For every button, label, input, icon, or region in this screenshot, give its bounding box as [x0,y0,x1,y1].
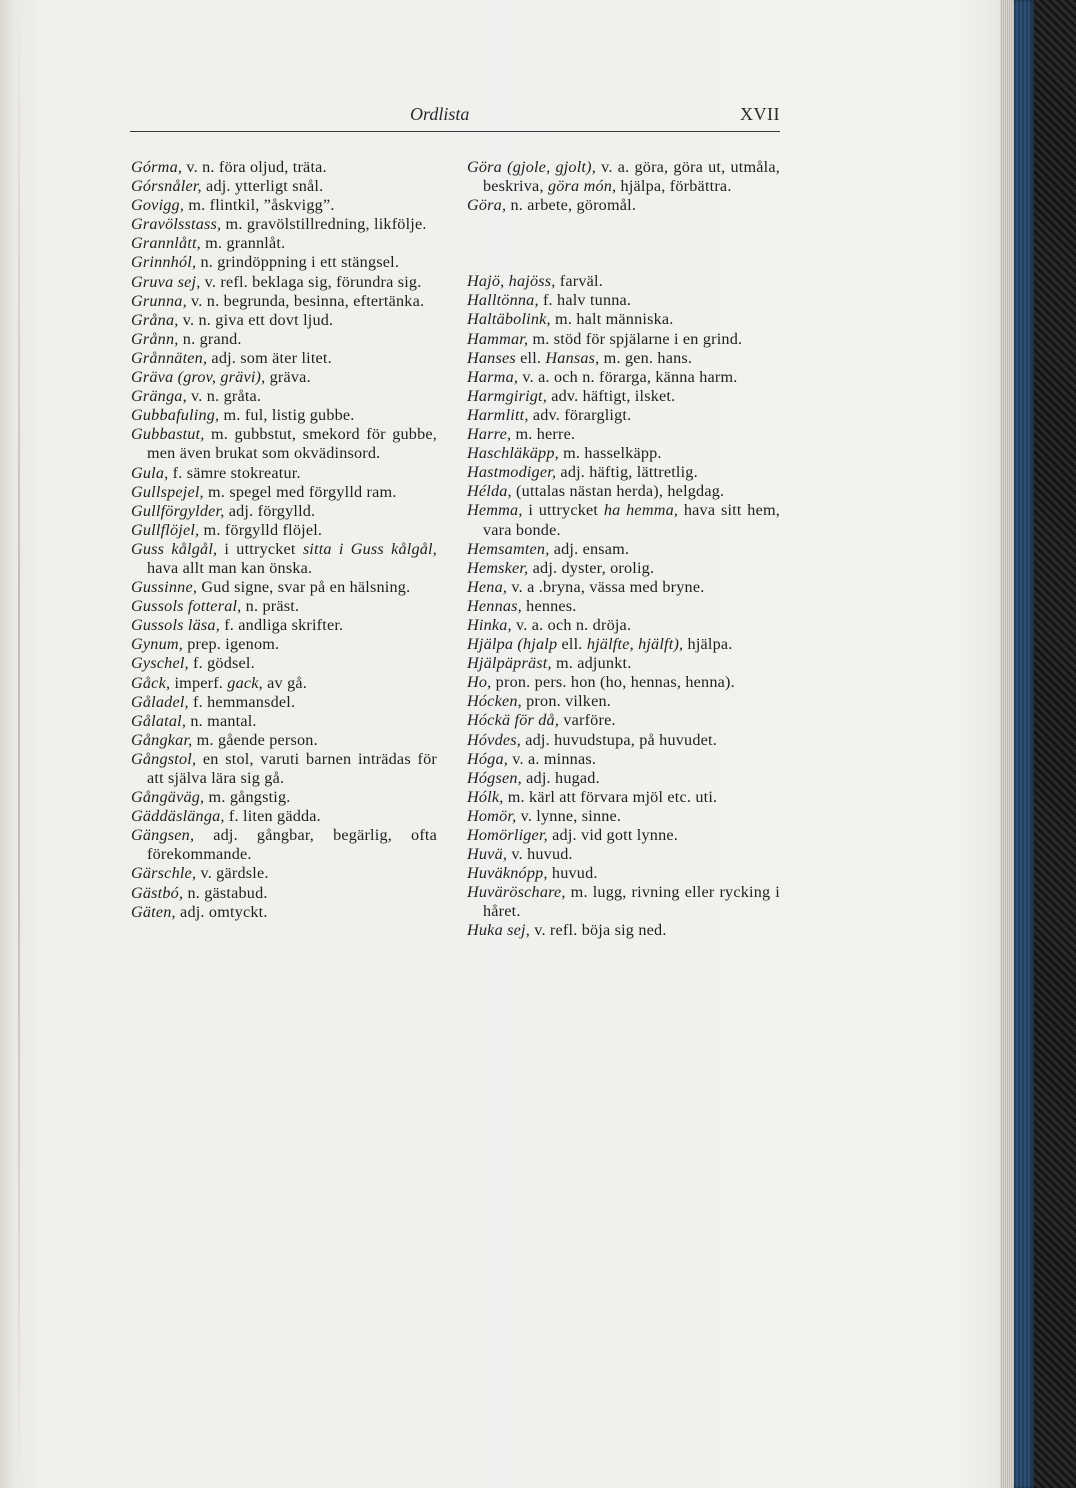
headword: Gullspejel, [131,482,204,501]
headword: Hennas, [467,596,522,615]
definition: varföre. [559,711,616,730]
headword: Harmgirigt, [467,386,547,405]
headword: Huväknópp, [467,864,548,883]
glossary-entry [131,712,437,731]
headword: Hena, [467,577,508,596]
glossary-entry [131,693,437,712]
definition: m. hasselkäpp. [558,444,662,463]
headword: Gångäväg, [131,788,205,807]
definition: adj. omtyckt. [175,902,268,921]
definition: f. gödsel. [188,654,255,673]
headword: Hanses [467,348,516,367]
definition: v. a. och n. dröja. [511,615,632,634]
definition: adv. häftigt, ilsket. [547,386,676,405]
definition: hjälpa, förbättra. [616,177,732,196]
glossary-entry [467,463,780,482]
headword: Harmlitt, [467,405,529,424]
headword: Gubbastut, [131,425,205,444]
definition: m. gubbstut, smekord för gubbe, men även brukat som okvädinsord. [147,425,437,463]
definition: m. flintkil, ”åskvigg”. [184,196,335,215]
definition: ell. [557,635,587,654]
definition: adj. huvudstupa, på huvudet. [521,730,717,749]
glossary-entry [131,731,437,750]
glossary-entry [467,845,780,864]
headword: Govigg, [131,196,185,215]
headword: Homör, [467,806,517,825]
headword: Gålatal, [131,711,187,730]
glossary-entry [131,273,437,292]
headword: Ho, [467,673,492,692]
headword: Gynum, [131,635,183,654]
headword: gack, [227,673,263,692]
glossary-entry [131,406,437,425]
definition: n. grindöppning i ett stängsel. [196,253,400,272]
headword: Hansas, [545,348,600,367]
definition: farväl. [555,272,603,291]
headword: Huvä, [467,845,508,864]
headword: Gränga, [131,387,187,406]
definition: adj. förgylld. [224,501,316,520]
glossary-entry [131,253,437,272]
definition: v. a. göra, göra ut, utmåla, beskriva, [483,158,780,196]
headword: Gussols fotteral, [131,597,242,616]
definition: adj. ensam. [549,539,630,558]
right-column [467,158,780,941]
headword: Hinka, [467,615,512,634]
glossary-entry [131,884,437,903]
headword: Guss kålgål, [131,539,218,558]
section-gap [467,215,780,272]
definition: v. n. giva ett dovt ljud. [178,310,334,329]
headword: Gångkar, [131,730,193,749]
definition: n. präst. [241,597,300,616]
headword: Hógsen, [467,768,522,787]
definition: m. gående person. [192,730,318,749]
headword: Gängsen, [131,826,195,845]
headword: Gula, [131,463,169,482]
headword: Gubbafuling, [131,406,220,425]
definition: adj. som äter litet. [207,348,332,367]
definition: m. förgylld flöjel. [199,520,323,539]
glossary-entry [467,291,780,310]
glossary-entry [467,616,780,635]
glossary-entry [131,616,437,635]
right-column-h-section [467,272,780,940]
glossary-entry [467,692,780,711]
headword: Gråna, [131,310,179,329]
definition: n. grand. [178,329,242,348]
glossary-entry [467,807,780,826]
glossary-entry [131,464,437,483]
definition: v. lynne, sinne. [516,806,622,825]
definition: v. a .bryna, vässa med bryne. [507,577,705,596]
definition: v. n. gråta. [186,387,262,406]
definition: n. gästabud. [183,883,268,902]
glossary-entry [467,482,780,501]
glossary-entry [467,883,780,921]
glossary-entry [131,826,437,864]
definition: f. andliga skrifter. [219,616,344,635]
glossary-entry [467,788,780,807]
definition: Gud signe, svar på en hälsning. [197,578,411,597]
headword: Grannlått, [131,234,201,253]
glossary-entry [131,654,437,673]
glossary-entry [467,368,780,387]
headword: Hastmodiger, [467,463,557,482]
glossary-entry [467,406,780,425]
definition: m. lugg, rivning eller rycking i håret. [483,883,780,921]
definition: pron. vilken. [521,692,612,711]
glossary-entry [467,635,780,654]
glossary-entry [467,921,780,940]
headword: sitta i Guss kålgål, [302,539,437,558]
headword: Gåladel, [131,692,189,711]
glossary-entry [467,731,780,750]
definition: adj. häftig, lättretlig. [556,463,698,482]
headword: Gyschel, [131,654,189,673]
glossary-entry [467,559,780,578]
definition: av gå. [262,673,308,692]
headword: Hélda, [467,482,512,501]
headword: Hemsker, [467,558,529,577]
glossary-entry [131,903,437,922]
glossary-entry [467,425,780,444]
definition: adj. vid gott lynne. [547,826,678,844]
definition: adj. hugad. [521,768,600,787]
glossary-entry [131,864,437,883]
definition: huvud. [547,864,598,883]
glossary-entry [467,597,780,616]
headword: Gussinne, [131,578,198,597]
glossary-entry [131,215,437,234]
headword: Harre, [467,425,512,444]
definition: adj. ytterligt snål. [201,177,324,196]
headword: hjälfte, hjälft), [586,635,684,654]
definition: imperf. [170,673,228,692]
glossary-entry [131,483,437,502]
glossary-entry [131,234,437,253]
headword: Homörliger, [467,826,548,844]
headword: Gussols läsa, [131,616,220,635]
definition: m. gångstig. [204,788,291,807]
headword: Górsnåler, [131,177,202,196]
definition: adj. gångbar, begärlig, ofta förekommande. [147,826,437,864]
glossary-entry [131,674,437,693]
headword: Hajö, hajöss, [467,272,556,291]
headword: Göra (gjole, gjolt), [467,158,596,176]
glossary-entry [467,387,780,406]
running-title: Ordlista [410,104,470,124]
glossary-entry [467,444,780,463]
glossary-entry [467,310,780,329]
right-column-g-section [467,158,780,215]
definition: m. grannlåt. [200,234,286,253]
headword: Gäddäslänga, [131,807,225,826]
glossary-entry [131,368,437,387]
glossary-entry [467,750,780,769]
definition: m. adjunkt. [551,654,632,673]
glossary-entry [467,501,780,539]
glossary-entry [131,540,437,578]
definition: m. spegel med förgylld ram. [203,482,397,501]
headword: Hóckä för då, [467,711,560,730]
definition: f. sämre stokreatur. [168,463,301,482]
headword: Gångstol, [131,749,197,768]
definition: (uttalas nästan herda), helgdag. [511,482,725,501]
definition: i uttrycket [217,539,303,558]
gutter-shadow [18,0,20,1488]
headword: Grunna, [131,291,187,310]
definition: f. hemmansdel. [188,692,296,711]
headword: Gullflöjel, [131,520,200,539]
glossary-entry [467,864,780,883]
headword: Grånn, [131,329,179,348]
glossary-entry [131,521,437,540]
headword: Hemma, [467,501,523,520]
glossary-entry [467,578,780,597]
definition: v. a. minnas. [508,749,597,768]
glossary-entry [131,750,437,788]
glossary-entry [131,158,437,177]
glossary-entry [467,769,780,788]
glossary-entry [131,387,437,406]
definition: v. refl. beklaga sig, förundra sig. [200,272,422,291]
glossary-entry [131,425,437,463]
glossary-entry [467,673,780,692]
definition: n. arbete, göromål. [506,196,637,215]
glossary-entry [467,540,780,559]
definition: prep. igenom. [183,635,280,654]
definition: v. n. föra oljud, träta. [182,158,327,176]
definition: m. stöd för spjälarne i en grind. [528,329,743,348]
definition: v. huvud. [507,845,573,864]
glossary-entry [467,654,780,673]
headword: Haltäbolink, [467,310,551,329]
headword: Gästbó, [131,883,184,902]
glossary-entry [131,349,437,368]
headword: Harma, [467,367,519,386]
headword: Gräva (grov, grävi), [131,368,266,387]
header-rule [130,131,780,132]
definition: f. liten gädda. [224,807,321,826]
headword: Hjälpäpräst, [467,654,552,673]
running-header [130,104,780,130]
glossary-entry [467,272,780,291]
definition: m. gen. hans. [599,348,693,367]
headword: Gäten, [131,902,176,921]
glossary-entry [131,788,437,807]
definition: m. halt människa. [550,310,674,329]
glossary-entry [467,196,780,215]
headword: Hócken, [467,692,522,711]
glossary-entry [131,177,437,196]
glossary-entry [467,349,780,368]
headword: Halltönna, [467,291,539,310]
definition: adv. förargligt. [528,405,632,424]
definition: adj. dyster, orolig. [528,558,655,577]
definition: hennes. [521,596,577,615]
glossary-entry [131,502,437,521]
glossary-entry [131,292,437,311]
glossary-entry [131,807,437,826]
headword: Hammar, [467,329,529,348]
definition: m. kärl att förvara mjöl etc. uti. [503,787,718,806]
definition: hjälpa. [683,635,733,654]
definition: ell. [515,348,546,367]
headword: Huka sej, [467,921,530,940]
headword: Gruva sej, [131,272,201,291]
definition: pron. pers. hon (ho, hennas, henna). [491,673,735,692]
definition: v. gärdsle. [196,864,269,883]
headword: Grånnäten, [131,348,208,367]
headword: Górma, [131,158,183,176]
headword: Grinnhól, [131,253,197,272]
page-number: XVII [740,104,780,124]
headword: Huväröschare, [467,883,566,902]
headword: Hjälpa (hjalp [467,635,558,654]
definition: hava sitt hem, vara bonde. [483,501,781,539]
glossary-entry [467,158,780,196]
definition: f. halv tunna. [538,291,632,310]
page-edges [998,0,1014,1488]
headword: ha hemma, [603,501,679,520]
definition: gräva. [265,368,311,387]
glossary-entry [467,330,780,349]
definition: hava allt man kan önska. [147,558,313,577]
glossary-entry [131,635,437,654]
headword: göra món, [547,177,617,196]
glossary-entry [131,597,437,616]
left-column [131,158,437,922]
headword: Göra, [467,196,507,215]
headword: Hólk, [467,787,504,806]
headword: Gåck, [131,673,171,692]
glossary-entry [131,196,437,215]
glossary-entry [131,330,437,349]
glossary-entry [131,578,437,597]
headword: Hóga, [467,749,509,768]
definition: en stol, varuti barnen inträdas för att själva lära sig gå. [147,749,437,787]
definition: v. refl. böja sig ned. [529,921,667,940]
headword: Gullförgylder, [131,501,225,520]
glossary-entry [467,826,780,845]
headword: Hemsamten, [467,539,550,558]
definition: v. n. begrunda, besinna, eftertänka. [186,291,425,310]
book-cover-cloth [1012,0,1034,1488]
headword: Gärschle, [131,864,197,883]
headword: Gravölsstass, [131,215,222,234]
definition: v. a. och n. förarga, känna harm. [518,367,738,386]
definition: m. ful, listig gubbe. [219,406,355,425]
glossary-entry [467,711,780,730]
definition: m. gravölstillredning, likfölje. [221,215,427,234]
definition: n. mantal. [186,711,257,730]
headword: Hóvdes, [467,730,521,749]
definition: m. herre. [511,425,576,444]
definition: i uttrycket [522,501,604,520]
glossary-entry [131,311,437,330]
headword: Haschläkäpp, [467,444,559,463]
